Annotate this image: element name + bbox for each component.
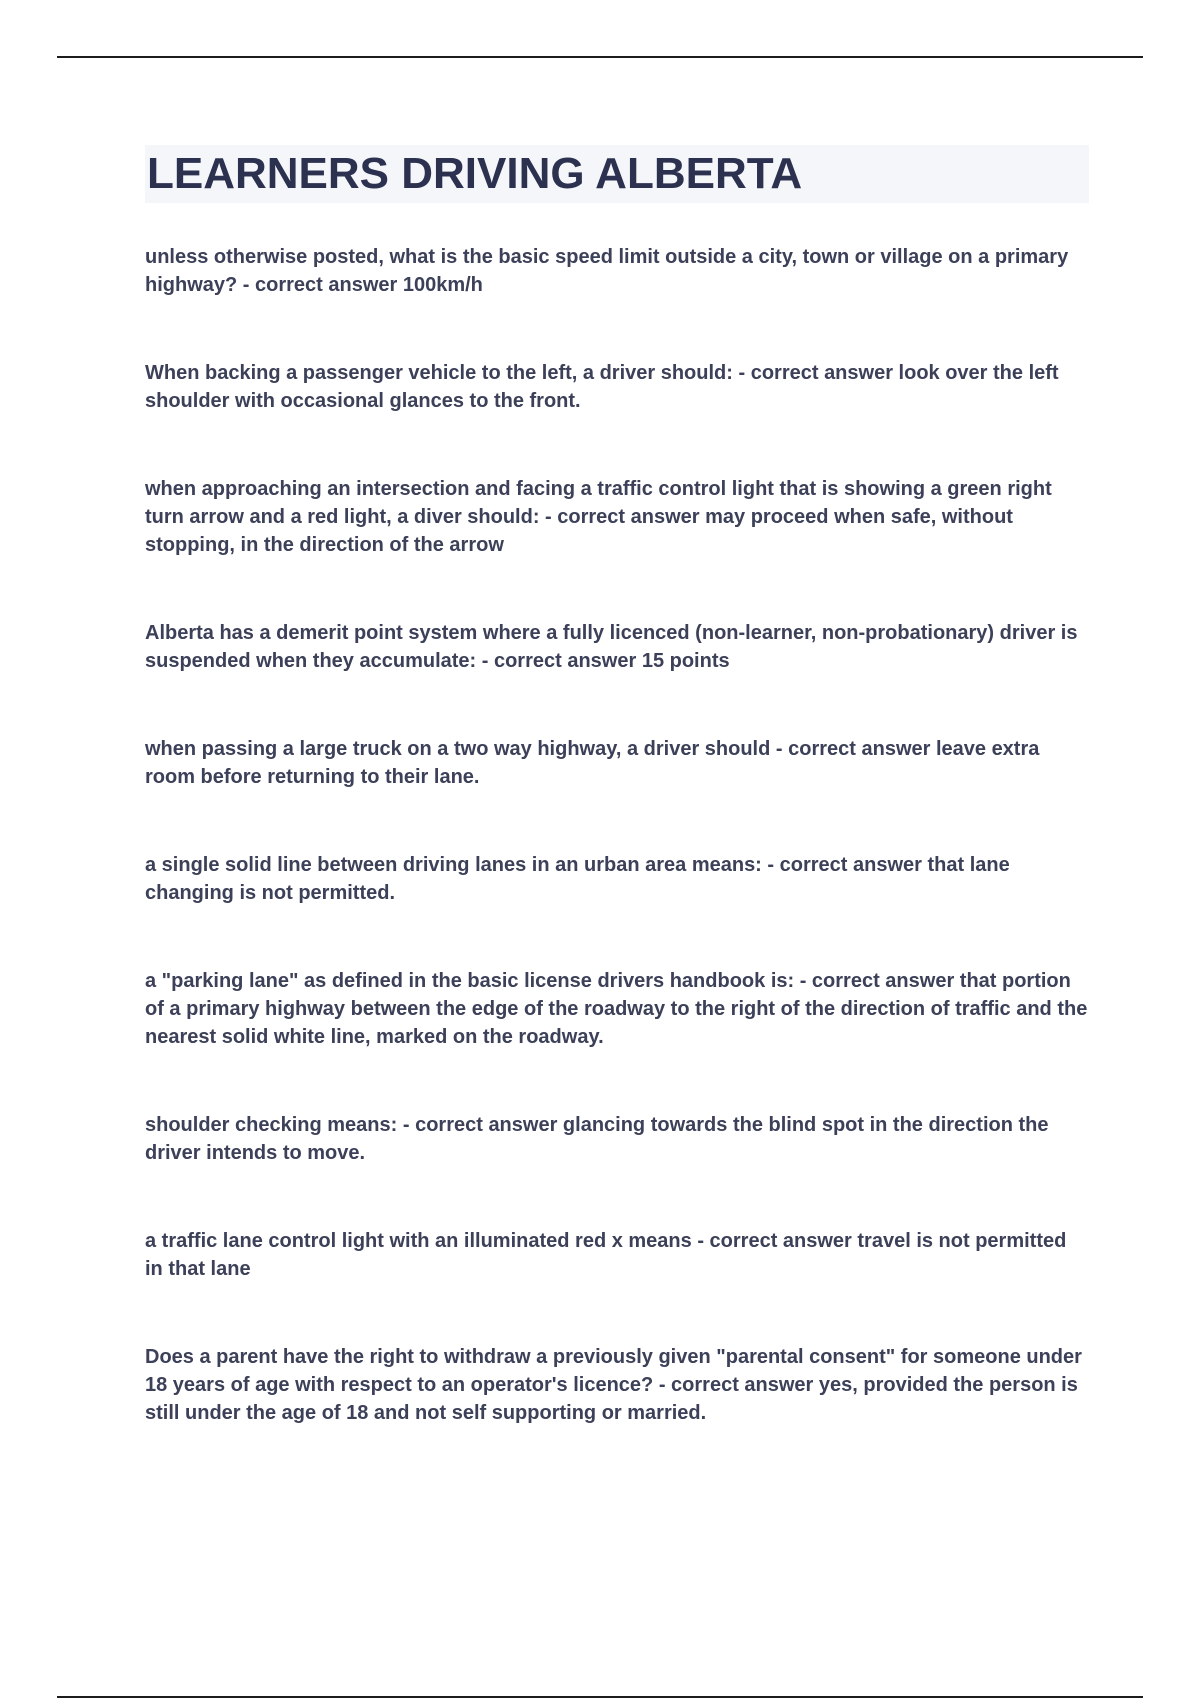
top-rule [57, 56, 1143, 58]
page-title: LEARNERS DRIVING ALBERTA [147, 149, 803, 198]
bottom-rule [57, 1696, 1143, 1698]
qa-entry: Alberta has a demerit point system where a fully licenced (non-learner, non-probationary) driver is suspended when they accumulate: - correct answer 15 points [145, 622, 1078, 672]
qa-entry: Does a parent have the right to withdraw a previously given "parental consent" for someone under 18 years of age with respect to an operator's licence? - correct answer yes, provided the person is still under the age of 18 and not self supporting or married. [145, 1346, 1082, 1424]
qa-entry: When backing a passenger vehicle to the left, a driver should: - correct answer look over the left shoulder with occasional glances to the front. [145, 362, 1059, 412]
qa-entry: unless otherwise posted, what is the basic speed limit outside a city, town or village on a primary highway? - correct answer 100km/h [145, 246, 1069, 296]
qa-entry: when passing a large truck on a two way highway, a driver should - correct answer leave extra room before returning to their lane. [145, 738, 1040, 788]
qa-list [145, 243, 1089, 1487]
qa-entry: a "parking lane" as defined in the basic license drivers handbook is: - correct answer that portion of a primary highway between the edge of the roadway to the right of the direction of traffic and the nearest solid white line, marked on the roadway. [145, 970, 1088, 1048]
qa-entry: a traffic lane control light with an illuminated red x means - correct answer travel is not permitted in that lane [145, 1230, 1067, 1280]
title-band [145, 145, 1089, 203]
qa-entry: shoulder checking means: - correct answer glancing towards the blind spot in the direction the driver intends to move. [145, 1114, 1049, 1164]
qa-entry: a single solid line between driving lanes in an urban area means: - correct answer that lane changing is not permitted. [145, 854, 1010, 904]
qa-entry: when approaching an intersection and facing a traffic control light that is showing a green right turn arrow and a red light, a diver should: - correct answer may proceed when safe, without stopping, in the direction of the arrow [145, 478, 1052, 556]
